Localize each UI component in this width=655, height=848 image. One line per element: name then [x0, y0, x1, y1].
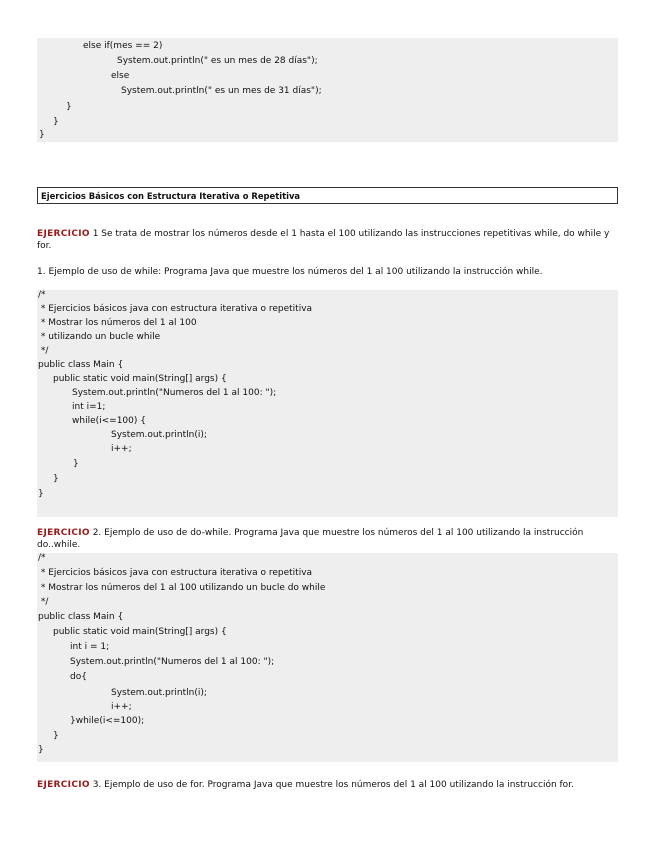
code-block-top — [37, 38, 618, 142]
code-line: } — [38, 489, 44, 499]
code-line: }while(i<=100); — [70, 716, 145, 726]
code-line: public class Main { — [38, 612, 124, 622]
code-line: /* — [38, 553, 46, 563]
code-line: else — [111, 71, 130, 81]
code-line: } — [39, 130, 45, 140]
code-line: System.out.println(i); — [111, 430, 207, 440]
code-line: } — [53, 474, 59, 484]
exercise-2-description — [37, 528, 617, 551]
code-line: System.out.println(i); — [111, 688, 207, 698]
code-line: i++; — [111, 702, 132, 712]
code-line: } — [53, 117, 59, 127]
exercise-3-description — [37, 780, 617, 792]
code-line: public static void main(String[] args) { — [53, 374, 227, 384]
code-line: System.out.println("Numeros del 1 al 100: "); — [72, 388, 277, 398]
exercise-text: 3. Ejemplo de uso de for. Programa Java que muestre los números del 1 al 100 utilizando la instrucción for. — [89, 780, 574, 790]
code-line: } — [38, 745, 44, 755]
exercise-label: EJERCICIO — [37, 528, 90, 538]
code-line: i++; — [111, 444, 132, 454]
code-line: * Ejercicios básicos java con estructura iterativa o repetitiva — [38, 568, 313, 578]
code-line: } — [53, 731, 59, 741]
code-line: * Mostrar los números del 1 al 100 — [38, 318, 197, 328]
code-line: do{ — [70, 672, 87, 682]
code-line: * Mostrar los números del 1 al 100 utilizando un bucle do while — [38, 583, 326, 593]
section-header: Ejercicios Básicos con Estructura Iterativa o Repetitiva — [37, 187, 618, 204]
code-line: */ — [38, 597, 49, 607]
code-block-while — [37, 290, 618, 517]
code-line: */ — [38, 346, 49, 356]
exercise-label: EJERCICIO — [37, 780, 90, 790]
code-line: else if(mes == 2) — [83, 41, 163, 51]
exercise-text: 1 Se trata de mostrar los números desde el 1 hasta el 100 utilizando las instrucciones repetitivas while, do while y for. — [37, 229, 610, 251]
exercise-label: EJERCICIO — [37, 229, 90, 239]
exercise-text: 2. Ejemplo de uso de do-while. Programa Java que muestre los números del 1 al 100 utilizando la instrucción do..while. — [37, 528, 584, 550]
code-line: int i=1; — [72, 402, 106, 412]
code-line: /* — [38, 290, 46, 300]
exercise-1-example: 1. Ejemplo de uso de while: Programa Java que muestre los números del 1 al 100 utilizando la instrucción while. — [37, 267, 543, 277]
code-line: public static void main(String[] args) { — [53, 627, 227, 637]
code-line: while(i<=100) { — [72, 416, 146, 426]
code-line: public class Main { — [38, 360, 124, 370]
code-line: System.out.println("Numeros del 1 al 100: "); — [70, 657, 275, 667]
code-line: * Ejercicios básicos java con estructura iterativa o repetitiva — [38, 304, 313, 314]
code-line: System.out.println(" es un mes de 28 días"); — [117, 56, 318, 66]
exercise-1-description — [37, 229, 617, 252]
code-line: System.out.println(" es un mes de 31 días"); — [121, 86, 322, 96]
code-line: int i = 1; — [70, 642, 110, 652]
code-line: } — [66, 102, 72, 112]
code-block-do-while — [37, 553, 618, 762]
code-line: } — [73, 459, 79, 469]
code-line: * utilizando un bucle while — [38, 332, 161, 342]
